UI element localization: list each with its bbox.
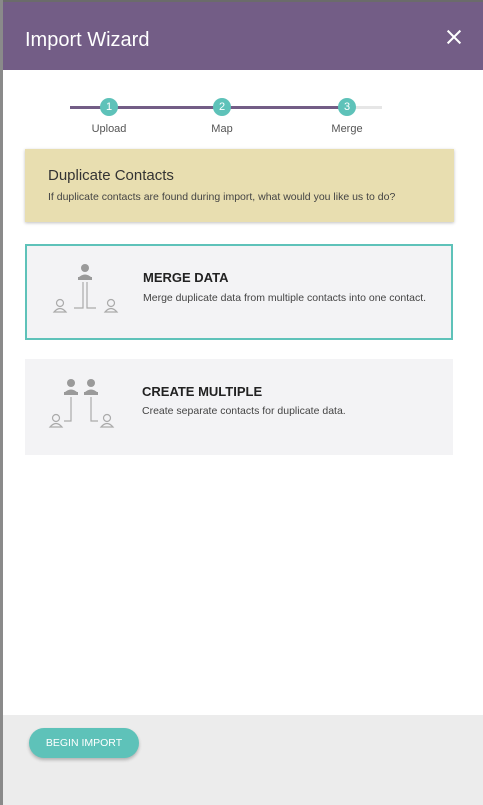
step-map — [182, 98, 262, 135]
create-multiple-option[interactable] — [25, 359, 453, 455]
dialog-title: Import Wizard — [25, 29, 150, 51]
merge-data-option[interactable] — [25, 244, 453, 340]
wizard-stepper — [3, 70, 483, 150]
import-wizard-dialog — [3, 2, 483, 805]
dialog-footer — [3, 715, 483, 805]
banner-text: If duplicate contacts are found during import, what would you like us to do? — [48, 191, 396, 203]
step-label: Upload — [91, 123, 127, 135]
step-number: 1 — [100, 98, 118, 116]
multiple-contacts-icon — [45, 375, 125, 431]
step-label: Merge — [331, 123, 363, 135]
step-merge — [307, 98, 387, 135]
option-description: Create separate contacts for duplicate data. — [142, 405, 346, 417]
option-description: Merge duplicate data from multiple contacts into one contact. — [143, 292, 427, 304]
step-label: Map — [211, 123, 233, 135]
duplicate-contacts-banner — [25, 149, 454, 222]
merge-contacts-icon — [47, 262, 127, 318]
begin-import-button[interactable]: BEGIN IMPORT — [29, 728, 139, 758]
banner-title: Duplicate Contacts — [48, 167, 174, 184]
step-number: 2 — [213, 98, 231, 116]
option-title: MERGE DATA — [143, 270, 229, 285]
option-title: CREATE MULTIPLE — [142, 384, 263, 399]
dialog-header — [3, 2, 483, 70]
close-icon[interactable] — [443, 26, 465, 48]
step-number: 3 — [338, 98, 356, 116]
step-upload — [69, 98, 149, 135]
